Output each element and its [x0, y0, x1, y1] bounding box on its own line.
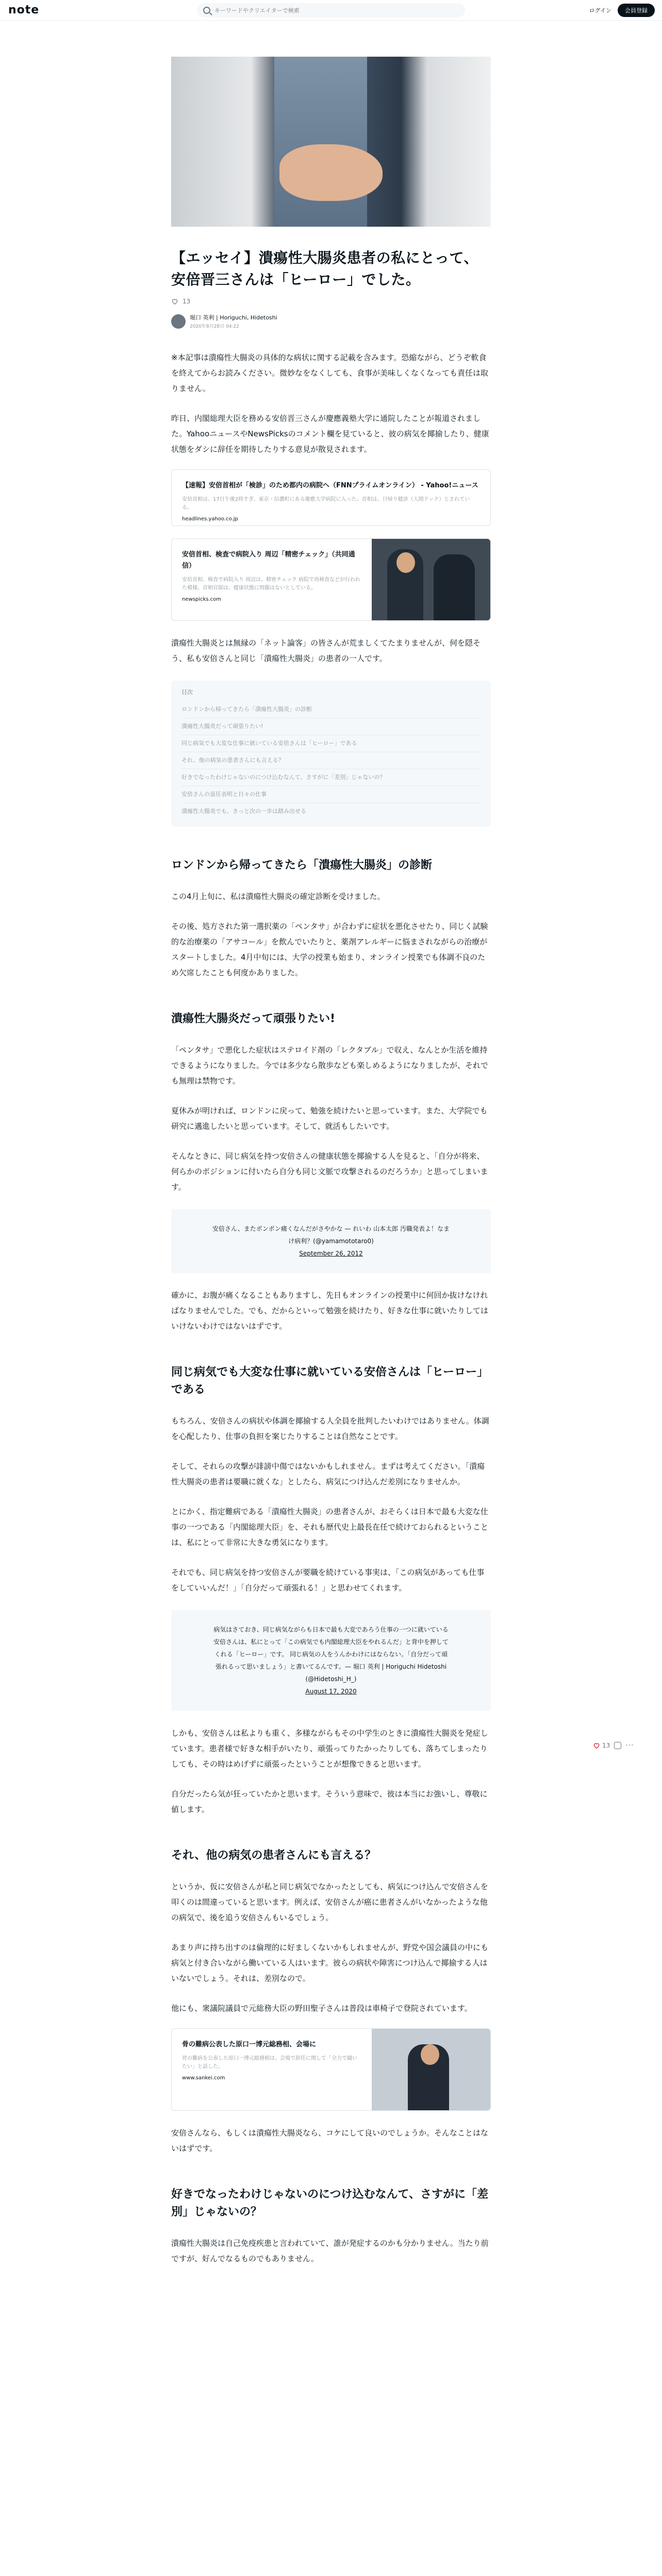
- toc-item[interactable]: 潰瘍性大腸炎だって頑張りたい!: [181, 718, 481, 735]
- search-box[interactable]: [197, 3, 465, 18]
- paragraph: そんなときに、同じ病気を持つ安倍さんの健康状態を揶揄する人を見ると、「自分が将来、何らかのポジションに付いたら自分も同じ文脈で攻撃されるのだろうか」と思ってしまいます。: [171, 1151, 488, 1192]
- floating-actions: [593, 1741, 634, 1750]
- hero-image: [171, 57, 491, 227]
- section-heading: それ、他の病気の患者さんにも言える？: [171, 1849, 376, 1862]
- section-heading: 潰瘍性大腸炎だって頑張りたい!: [171, 1012, 336, 1025]
- link-card-title: 安倍首相、検査で病院入り 周辺「精密チェック」（共同通信）: [182, 551, 355, 570]
- paragraph: 潰瘍性大腸炎は自己免疫疾患と言われていて、誰が発症するのかも分かりません。当たり前ですが、好んでなるものでもありません。: [171, 2239, 489, 2263]
- embedded-tweet: [171, 1610, 491, 1711]
- paragraph: もちろん、安倍さんの病状や体調を揶揄する人全員を批判したいわけではありません。体調を心配したり、仕事の負担を案じたりすることは自然なことです。: [171, 1416, 489, 1441]
- paragraph: 「ペンタサ」で悪化した症状はステロイド剤の「レクタブル」で収え、なんとか生活を維持できるようになりました。今では多少なら散歩なども楽しめるようになりましたが、それでも無理は禁物です。: [171, 1045, 489, 1086]
- link-card[interactable]: [171, 469, 491, 526]
- more-icon[interactable]: ···: [625, 1741, 634, 1750]
- share-icon[interactable]: [614, 1742, 621, 1749]
- tweet-date-link[interactable]: August 17, 2020: [305, 1688, 357, 1695]
- note-logo[interactable]: note: [8, 4, 40, 16]
- link-card-title: 骨の難病公表した原口一博元総務相、会場に: [182, 2041, 317, 2048]
- link-card[interactable]: [171, 538, 491, 621]
- article: [171, 57, 491, 2266]
- paragraph: しかも、安倍さんは私よりも重く、多様ながらもその中学生のときに潰瘍性大腸炎を発症しています。患者様で好きな相手がいたり、頑張ってりたかったりしても、落ちてしまったりしても、その時はめげずに頑張ったということが想像できると思います。: [171, 1728, 488, 1769]
- toc-item[interactable]: それ、他の病気の患者さんにも言える？: [181, 752, 481, 769]
- paragraph: あまり声に持ち出すのは倫理的に好ましくないかもしれませんが、野党や国会議員の中にも病気と付き合いながら働いている人はいます。彼らの病状や障害につけ込んで揶揄する人はいないでしょう。それは、差別なので。: [171, 1943, 489, 1983]
- toc-item[interactable]: 潰瘍性大腸炎でも、きっと次の一歩は踏み出せる: [181, 808, 306, 815]
- link-card-desc: 骨の難病を公表した原口一博元総務相は、会場で辞任に関して「全力で闘いたい」と話した。: [182, 2056, 357, 2070]
- tweet-date-link[interactable]: September 26, 2012: [299, 1250, 363, 1257]
- link-card-host: headlines.yahoo.co.jp: [182, 516, 238, 522]
- site-header: [0, 0, 662, 21]
- publish-date: 2020年8月28日 04:22: [190, 324, 239, 329]
- embedded-tweet: [171, 1209, 491, 1273]
- author-name[interactable]: 堀口 英利 | Horiguchi, Hidetoshi: [190, 314, 277, 321]
- paragraph: 潰瘍性大腸炎とは無縁の「ネット論客」の皆さんが荒ましくてたまりませんが、何を隠そう、私も安倍さんと同じ「潰瘍性大腸炎」の患者の一人です。: [171, 638, 481, 663]
- toc-item[interactable]: 好きでなったわけじゃないのにつけ込むなんて、さすがに「差別」じゃないの？: [181, 769, 481, 786]
- link-card-thumbnail: [372, 2029, 490, 2110]
- signup-button[interactable]: 会員登録: [618, 4, 655, 17]
- paragraph: 他にも、衆議院議員で元総務大臣の野田聖子さんは普段は車椅子で登院されています。: [171, 2004, 472, 2013]
- search-icon: [203, 7, 210, 14]
- paragraph: 安倍さんなら、もしくは潰瘍性大腸炎なら、コケにして良いのでしょうか。そんなことはないはずです。: [171, 2128, 489, 2153]
- paragraph: この4月上旬に、私は潰瘍性大腸炎の確定診断を受けました。: [171, 892, 385, 901]
- link-card-desc: 安倍首相は、17日午後2時すぎ、東京・信濃町にある慶應大学病院に入った。首相は、日帰り健診（人間ドック）とされている。: [182, 497, 470, 511]
- search-input[interactable]: [214, 7, 452, 14]
- link-card-title: 【速報】安倍首相が「検診」のため都内の病院へ（FNNプライムオンライン） - Yahoo!ニュース: [182, 482, 478, 489]
- toc-item[interactable]: 同じ病気でも大変な仕事に就いている安倍さんは「ヒーロー」である: [181, 735, 481, 752]
- link-card-host: www.sankei.com: [182, 2075, 225, 2081]
- like-counter[interactable]: [171, 298, 491, 305]
- paragraph: そして、それらの攻撃が誹謗中傷ではないかもしれません。まずは考えてください。「潰瘍性大腸炎の患者は要職に就くな」としたら、病気につけ込んだ差別になりませんか。: [171, 1462, 485, 1486]
- toc-heading: 目次: [181, 689, 193, 696]
- paragraph: 夏休みが明ければ、ロンドンに戻って、勉強を続けたいと思っています。また、大学院でも研究に邁進したいと思っています。そして、就活もしたいです。: [171, 1106, 488, 1131]
- link-card-desc: 安倍首相、検査で病院入り 周辺は、精密チェック 病院で再検査などが行われた模様。首相官邸は、健康状態に問題はないとしている。: [182, 577, 361, 591]
- login-link[interactable]: ログイン: [589, 7, 611, 14]
- link-card-thumbnail: [372, 539, 490, 620]
- tweet-text: 病気はさておき、同じ病気ながらも日本で最も大変であろう仕事の一つに就いている安倍さんは、私にとって「この病気でも内閣総理大臣をやれるんだ」と背中を押してくれる「ヒーロー」です。 同じ病気の人をうんかわけにはならない。「自分だって頑張れるって思いましょう」と書いてるんです。— 堀口 英利 | Horiguchi Hidetoshi (@Hidetoshi_H_): [213, 1626, 449, 1683]
- heart-icon[interactable]: [593, 1742, 600, 1749]
- paragraph: というか、仮に安倍さんが私と同じ病気でなかったとしても、病気につけ込んで安倍さんを叩くのは間違っていると思います。例えば、安倍さんが癌に患者さんがいなかったような他の病気で、後を追う安倍さんもいるでしょう。: [171, 1882, 488, 1922]
- table-of-contents: [171, 681, 491, 827]
- section-heading: 好きでなったわけじゃないのにつけ込むなんて、さすがに「差別」じゃないの？: [171, 2188, 489, 2218]
- paragraph: とにかく、指定難病である「潰瘍性大腸炎」の患者さんが、おそらくは日本で最も大変な仕事の一つである「内閣総理大臣」を、それも歴代史上最長在任で続けておられるということは、私にとって非常に大きな勇気になります。: [171, 1507, 489, 1547]
- tweet-text: 安倍さん、またポンポン痛くなんだがさやかな — れいわ 山本太郎 汚職発表よ！なまけ病利？(@yamamototaro0): [212, 1225, 450, 1245]
- paragraph: 確かに、お腹が痛くなることもありますし、先日もオンラインの授業中に何回か抜けなければなりませんでした。でも、だからといって勉強を続けたり、好きな仕事に就いたりしてはいけないわけではないはずです。: [171, 1291, 489, 1331]
- article-title: 【エッセイ】潰瘍性大腸炎患者の私にとって、安倍晋三さんは「ヒーロー」でした。: [171, 249, 478, 288]
- toc-item[interactable]: ロンドンから帰ってきたら「潰瘍性大腸炎」の診断: [181, 701, 481, 718]
- link-card-host: newspicks.com: [182, 597, 222, 602]
- section-heading: ロンドンから帰ってきたら「潰瘍性大腸炎」の診断: [171, 859, 433, 872]
- paragraph: その後、処方された第一選択薬の「ペンタサ」が合わずに症状を悪化させたり、同じく試験的な治療薬の「アサコール」を飲んでいたりと、薬剤アレルギーに悩まされながらの治療がスタートしました。4月中旬には、大学の授業も始まり、オンライン授業でも体調不良のため欠席したことも何度かありました。: [171, 922, 488, 977]
- paragraph: 自分だったら気が狂っていたかと思います。そういう意味で、彼は本当にお強いし、尊敬に値します。: [171, 1789, 488, 1814]
- toc-item[interactable]: 安倍さんの退任表明と日々の仕事: [181, 786, 481, 803]
- side-like-count: 13: [602, 1742, 610, 1749]
- avatar[interactable]: [171, 314, 186, 329]
- author-info[interactable]: [171, 313, 491, 329]
- paragraph: 昨日、内閣総理大臣を務める安倍晋三さんが慶應義塾大学に通院したことが報道されました。YahooニュースやNewsPicksのコメント欄を見ていると、彼の病気を揶揄したり、健康状態をダシに辞任を期待したりする意見が散見されます。: [171, 414, 489, 454]
- link-card[interactable]: [171, 2028, 491, 2111]
- heart-icon: [171, 298, 178, 305]
- section-heading: 同じ病気でも大変な仕事に就いている安倍さんは「ヒーロー」である: [171, 1366, 489, 1396]
- like-count: 13: [183, 298, 191, 305]
- paragraph: それでも、同じ病気を持つ安倍さんが要職を続けている事実は、「この病気があっても仕事をしていいんだ！」「自分だって頑張れる！」と思わせてくれます。: [171, 1568, 485, 1592]
- paragraph: ※本記事は潰瘍性大腸炎の具体的な病状に関する記載を含みます。恐縮ながら、どうぞ軟食を終えてからお読みください。微妙なをなくしても、食事が美味しくなくなっても責任は取りません。: [171, 353, 489, 393]
